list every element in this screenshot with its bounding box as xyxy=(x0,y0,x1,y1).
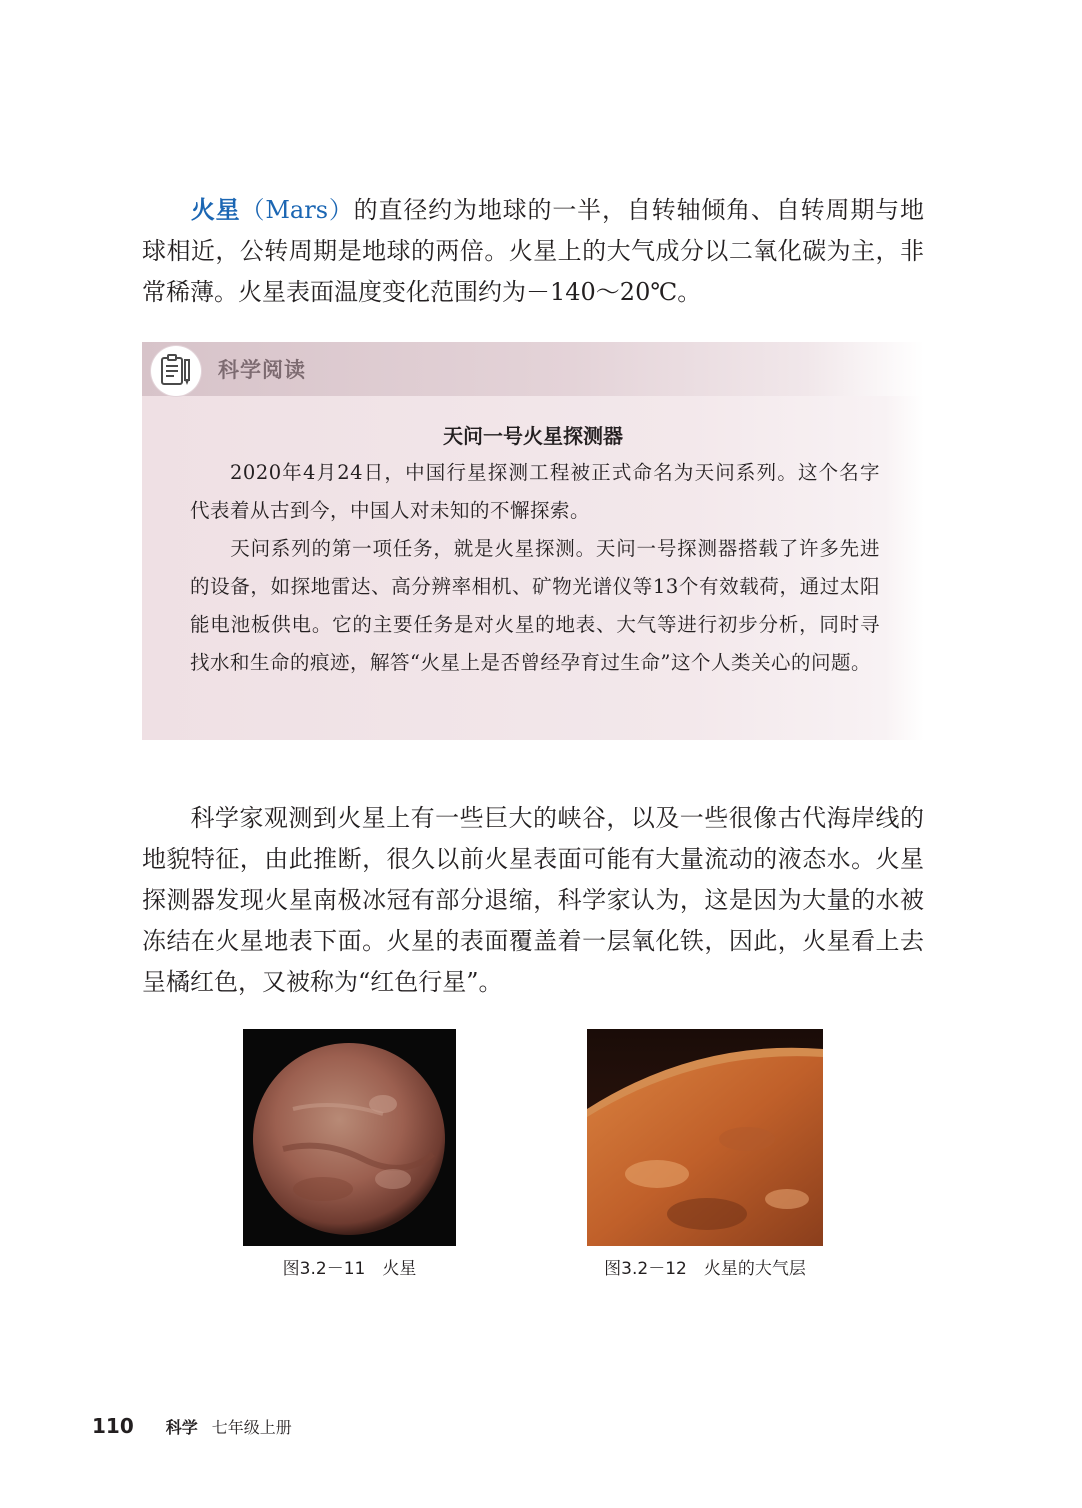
page-number: 110 xyxy=(92,1414,134,1438)
intro-paragraph xyxy=(142,190,924,313)
science-reading-box xyxy=(142,342,924,740)
figure-mars xyxy=(243,1029,456,1279)
page-footer xyxy=(92,1414,292,1438)
intro-text: 的直径约为地球的一半，自转轴倾角、自转周期与地球相近，公转周期是地球的两倍。火星上的大气成分以二氧化碳为主，非常稀薄。火星表面温度变化范围约为－140～20℃。 xyxy=(142,196,924,306)
science-reading-header xyxy=(142,342,924,396)
figure-caption-mars-atmosphere: 图3.2－12 火星的大气层 xyxy=(604,1259,806,1279)
term-mars-english: （Mars） xyxy=(240,196,354,224)
body-paragraph xyxy=(142,798,924,1003)
book-subject: 科学 xyxy=(165,1418,198,1437)
figure-caption-mars: 图3.2－11 火星 xyxy=(282,1259,417,1279)
mars-photo xyxy=(243,1029,456,1246)
reading-paragraph-2-text: 天问系列的第一项任务，就是火星探测。天问一号探测器搭载了许多先进的设备，如探地雷达、高分辨率相机、矿物光谱仪等13个有效载荷，通过太阳能电池板供电。它的主要任务是对火星的地表、大气等进行初步分析，同时寻找水和生命的痕迹，解答“火星上是否曾经孕育过生命”这个人类关心的问题。 xyxy=(190,537,880,674)
reading-paragraph-1 xyxy=(190,454,880,682)
mars-atmosphere-photo xyxy=(587,1029,823,1246)
body-text: 科学家观测到火星上有一些巨大的峡谷，以及一些很像古代海岸线的地貌特征，由此推断，很久以前火星表面可能有大量流动的液态水。火星探测器发现火星南极冰冠有部分退缩，科学家认为，这是因为大量的水被冻结在火星地表下面。火星的表面覆盖着一层氧化铁，因此，火星看上去呈橘红色，又被称为“红色行星”。 xyxy=(142,804,924,996)
term-mars: 火星 xyxy=(190,196,241,224)
reading-title: 天问一号火星探测器 xyxy=(443,424,623,448)
book-grade: 七年级上册 xyxy=(211,1418,292,1437)
figure-mars-atmosphere xyxy=(587,1029,823,1279)
clipboard-pencil-icon xyxy=(151,346,201,396)
science-reading-label: 科学阅读 xyxy=(218,358,306,382)
reading-paragraph-1-text: 2020年4月24日，中国行星探测工程被正式命名为天问系列。这个名字代表着从古到今，中国人对未知的不懈探索。 xyxy=(190,461,880,522)
